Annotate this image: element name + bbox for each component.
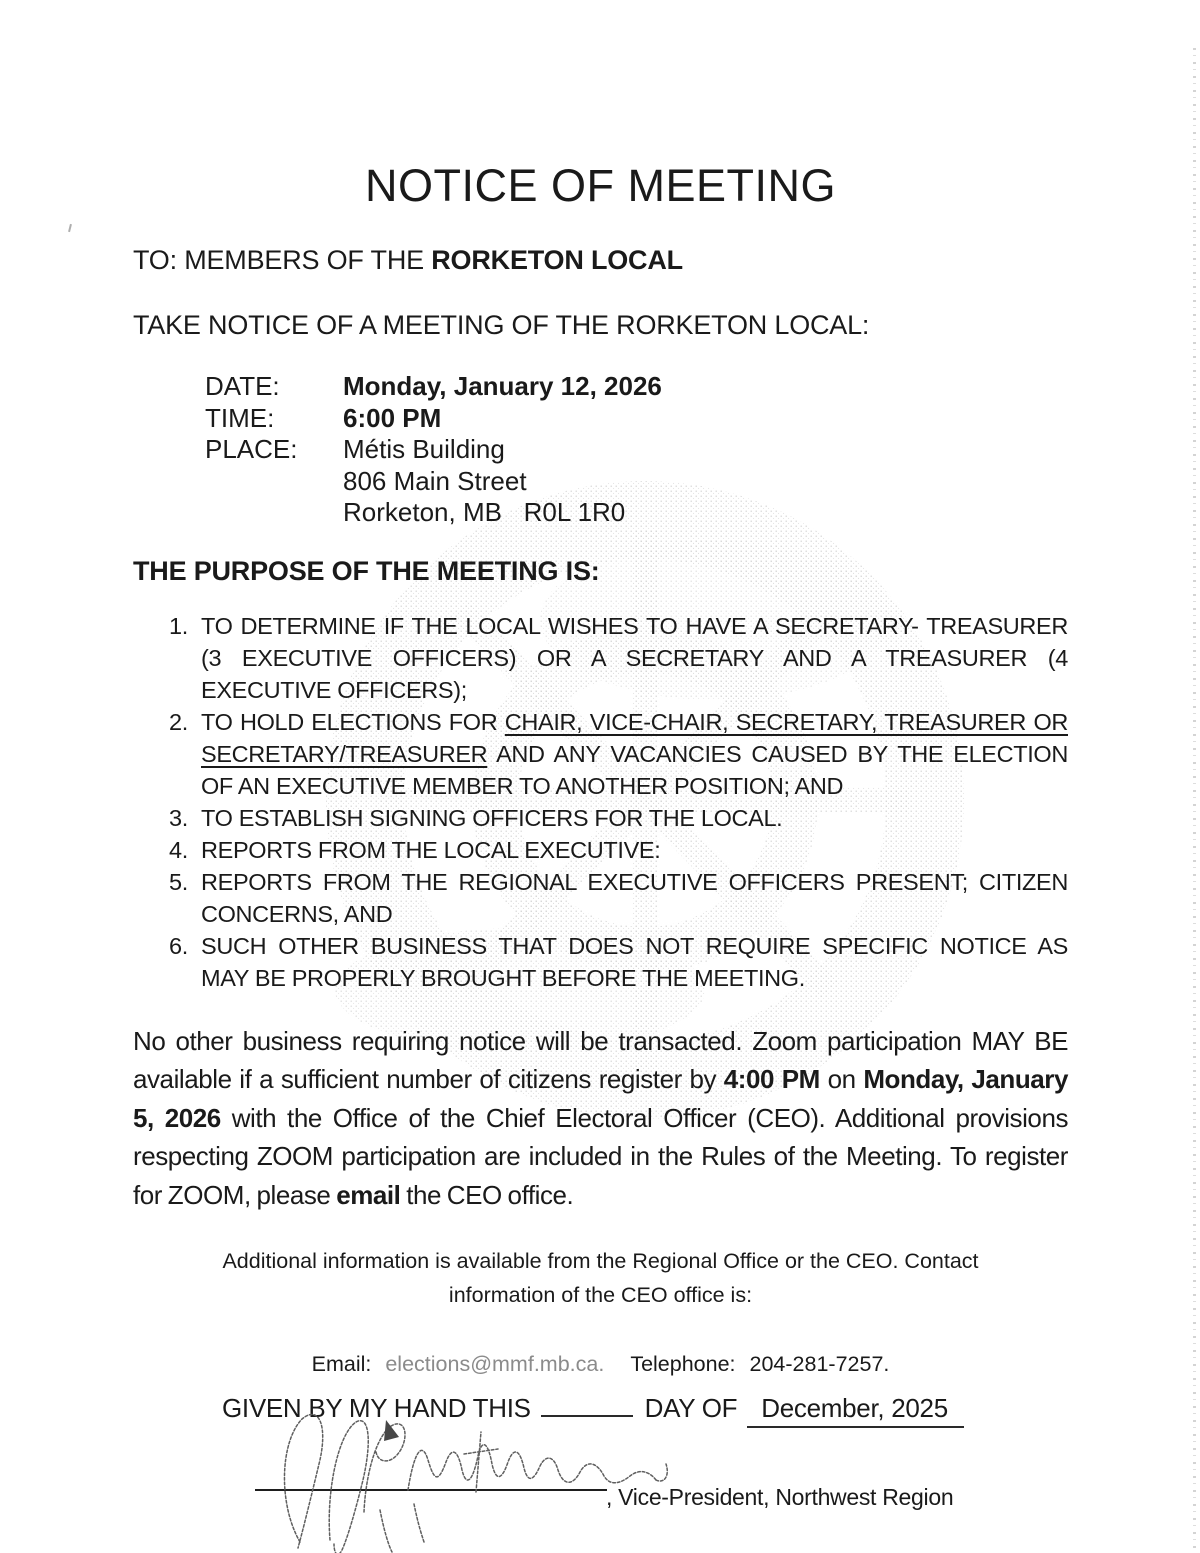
email-emphasis: email	[336, 1179, 401, 1210]
place-line-3: Rorketon, MB R0L 1R0	[343, 497, 626, 528]
agenda-item-text: REPORTS FROM THE REGIONAL EXECUTIVE OFFICERS PRESENT; CITIZEN CONCERNS, AND	[201, 868, 1068, 927]
agenda-item-number: 3.	[169, 804, 188, 831]
agenda-item-text: TO HOLD ELECTIONS FOR	[201, 708, 505, 735]
telephone-number: 204-281-7257.	[749, 1352, 890, 1377]
date-value: Monday, January 12, 2026	[343, 371, 662, 402]
time-value: 6:00 PM	[343, 402, 442, 433]
agenda-item-3	[133, 802, 1068, 834]
agenda-item-number: 6.	[169, 932, 188, 959]
to-line	[133, 245, 1068, 276]
agenda-item-number: 1.	[169, 612, 188, 639]
registration-deadline-date: Monday, January 5, 2026	[133, 1064, 1068, 1133]
agenda-item-number: 4.	[169, 836, 188, 863]
agenda-item-1	[133, 610, 1068, 706]
email-label: Email:	[311, 1352, 372, 1377]
notice-text: on	[819, 1064, 864, 1095]
agenda-item-6	[133, 930, 1068, 994]
detail-row-place	[205, 434, 1068, 466]
notice-text: with the Office of the Chief Electoral Officer (CEO). Additional provisions respecting ZOOM participation are included in the Rules of the Meeting. To register for ZOOM, please	[133, 1102, 1069, 1210]
agenda-item-number: 5.	[169, 868, 188, 895]
email-address: elections@mmf.mb.ca.	[385, 1352, 605, 1377]
notice-paragraph	[133, 1022, 1068, 1215]
registration-deadline-time: 4:00 PM	[723, 1064, 820, 1095]
agenda-item-text: REPORTS FROM THE LOCAL EXECUTIVE:	[201, 836, 661, 863]
detail-row-date	[205, 371, 1068, 403]
contact-line	[133, 1352, 1068, 1377]
agenda-item-5	[133, 866, 1068, 930]
detail-row-place-3	[205, 497, 1068, 529]
telephone-label: Telephone:	[630, 1352, 736, 1377]
attestation-date: December, 2025	[747, 1393, 964, 1428]
time-label: TIME:	[205, 402, 275, 433]
signatory-role: , Vice-President, Northwest Region	[606, 1484, 954, 1510]
agenda-item-2	[133, 706, 1068, 802]
agenda-item-underlined-text: CHAIR, VICE-CHAIR, SECRETARY, TREASURER OR SECRETARY/TREASURER	[201, 708, 1068, 767]
agenda-list	[133, 610, 1068, 994]
additional-info: Additional information is available from the Regional Office or the CEO. Contact information of the CEO office is:	[222, 1249, 979, 1308]
notice-text: the CEO office.	[400, 1179, 574, 1210]
place-line-2: 806 Main Street	[343, 465, 527, 496]
agenda-item-text: SUCH OTHER BUSINESS THAT DOES NOT REQUIRE SPECIFIC NOTICE AS MAY BE PROPERLY BROUGHT BEFORE THE MEETING.	[201, 932, 1068, 991]
agenda-item-text: TO ESTABLISH SIGNING OFFICERS FOR THE LOCAL.	[201, 804, 783, 831]
agenda-item-text: AND ANY VACANCIES CAUSED BY THE ELECTION OF AN EXECUTIVE MEMBER TO ANOTHER POSITION; AND	[201, 740, 1068, 799]
place-line-1: Métis Building	[343, 434, 505, 465]
handwritten-signature	[268, 1392, 688, 1553]
date-label: DATE:	[205, 371, 280, 402]
place-label: PLACE:	[205, 434, 298, 465]
given-by-hand-text: GIVEN BY MY HAND THIS	[222, 1393, 531, 1423]
to-line-prefix: TO: MEMBERS OF THE	[133, 245, 432, 276]
purpose-heading: THE PURPOSE OF THE MEETING IS:	[133, 555, 600, 586]
detail-row-time	[205, 403, 1068, 435]
page-title: NOTICE OF MEETING	[364, 160, 836, 211]
agenda-item-4	[133, 834, 1068, 866]
notice-text: No other business requiring notice will be transacted. Zoom participation MAY BE available if a sufficient number of citizens register by	[133, 1025, 1068, 1095]
take-notice-line: TAKE NOTICE OF A MEETING OF THE RORKETON LOCAL:	[133, 310, 870, 341]
to-line-local-name: RORKETON LOCAL	[431, 245, 683, 276]
meeting-details	[205, 371, 1068, 529]
day-of-text: DAY OF	[644, 1393, 738, 1423]
agenda-item-text: TO DETERMINE IF THE LOCAL WISHES TO HAVE A SECRETARY- TREASURER (3 EXECUTIVE OFFICERS) OR A SECRETARY AND A TREASURER (4 EXECUTIVE OFFICERS);	[201, 612, 1068, 703]
detail-row-place-2	[205, 466, 1068, 498]
agenda-item-number: 2.	[169, 708, 188, 735]
